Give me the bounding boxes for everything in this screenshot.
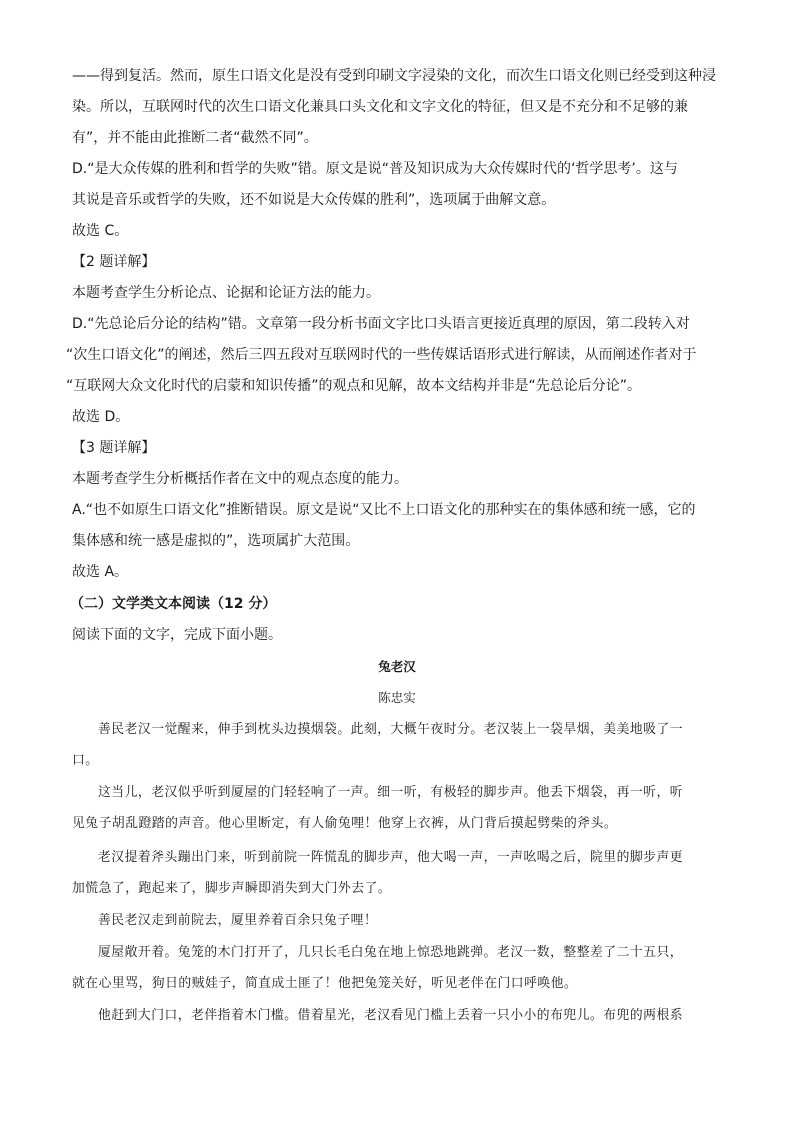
section-heading: （二）文学类文本阅读（12 分） — [70, 596, 277, 612]
story-paragraph-line: 见兔子胡乱蹬踏的声音。他心里断定，有人偷兔哩！他穿上衣裤，从门背后摸起劈柴的斧头。 — [72, 816, 618, 831]
story-paragraph-line: 他赶到大门口，老伴指着木门槛。借着星光，老汉看见门槛上丢着一只小小的布兜儿。布兜的两根系 — [98, 1008, 684, 1023]
analysis-line: 本题考查学生分析论点、论据和论证方法的能力。 — [72, 285, 380, 301]
option-a-analysis: A.“也不如原生口语文化”推断错误。原文是说“又比不上口语文化的那种实在的集体感和统一感，它的 — [72, 502, 696, 518]
option-d-analysis: D.“先总论后分论的结构”错。文章第一段分析书面文字比口头语言更接近真理的原因，第二段转入对 — [72, 316, 690, 332]
story-author: 陈忠实 — [378, 690, 416, 705]
answer-choice: 故选 D。 — [72, 409, 130, 425]
analysis-line: 本题考查学生分析概括作者在文中的观点态度的能力。 — [72, 471, 408, 487]
analysis-line: 染。所以，互联网时代的次生口语文化兼具口头文化和文字文化的特征，但又是不充分和不足够的兼 — [72, 99, 688, 115]
analysis-line: 有”，并不能由此推断二者“截然不同”。 — [72, 130, 318, 146]
analysis-line: 集体感和统一感是虚拟的”，选项属扩大范围。 — [72, 533, 360, 549]
answer-choice: 故选 A。 — [72, 564, 129, 580]
story-paragraph-line: 加慌急了，跑起来了，脚步声瞬即消失到大门外去了。 — [72, 881, 392, 896]
analysis-line: ——得到复活。然而，原生口语文化是没有受到印刷文字浸染的文化，而次生口语文化则已经受到这种浸 — [72, 68, 716, 84]
answer-choice: 故选 C。 — [72, 223, 129, 239]
option-d-analysis: D.“是大众传媒的胜利和哲学的失败”错。原文是说“普及知识成为大众传媒时代的‘哲学思考’。这与 — [72, 161, 678, 177]
question-3-heading: 【3 题详解】 — [72, 440, 156, 456]
story-paragraph-line: 善民老汉走到前院去，厦里养着百余只兔子哩！ — [98, 913, 378, 928]
question-2-heading: 【2 题详解】 — [72, 254, 156, 270]
story-paragraph-line: 厦屋敞开着。兔笼的木门打开了，几只长毛白兔在地上惊恐地跳弹。老汉一数，整整差了二十五只， — [98, 945, 684, 960]
analysis-line: 其说是音乐或哲学的失败，还不如说是大众传媒的胜利”，选项属于曲解文意。 — [72, 192, 556, 208]
story-paragraph-line: 就在心里骂，狗日的贼娃子，简直成土匪了！他把兔笼关好，听见老伴在门口呼唤他。 — [72, 976, 578, 991]
story-paragraph-line: 善民老汉一觉醒来，伸手到枕头边摸烟袋。此刻，大概午夜时分。老汉装上一袋旱烟，美美地吸了一 — [98, 722, 684, 737]
story-paragraph-line: 这当儿，老汉似乎听到厦屋的门轻轻响了一声。细一听，有极轻的脚步声。他丢下烟袋，再一听，听 — [98, 785, 684, 800]
analysis-line: “次生口语文化”的阐述，然后三四五段对互联网时代的一些传媒话语形式进行解读，从而阐述作者对于 — [66, 347, 697, 363]
section-instruction: 阅读下面的文字，完成下面小题。 — [72, 627, 282, 643]
story-title: 兔老汉 — [378, 659, 416, 674]
story-paragraph-line: 老汉提着斧头蹦出门来，听到前院一阵慌乱的脚步声，他大喝一声，一声吆喝之后，院里的脚步声更 — [98, 850, 684, 865]
story-paragraph-line: 口。 — [72, 753, 99, 768]
analysis-line: “互联网大众文化时代的启蒙和知识传播”的观点和见解，故本文结构并非是“先总论后分论”。 — [66, 378, 642, 394]
